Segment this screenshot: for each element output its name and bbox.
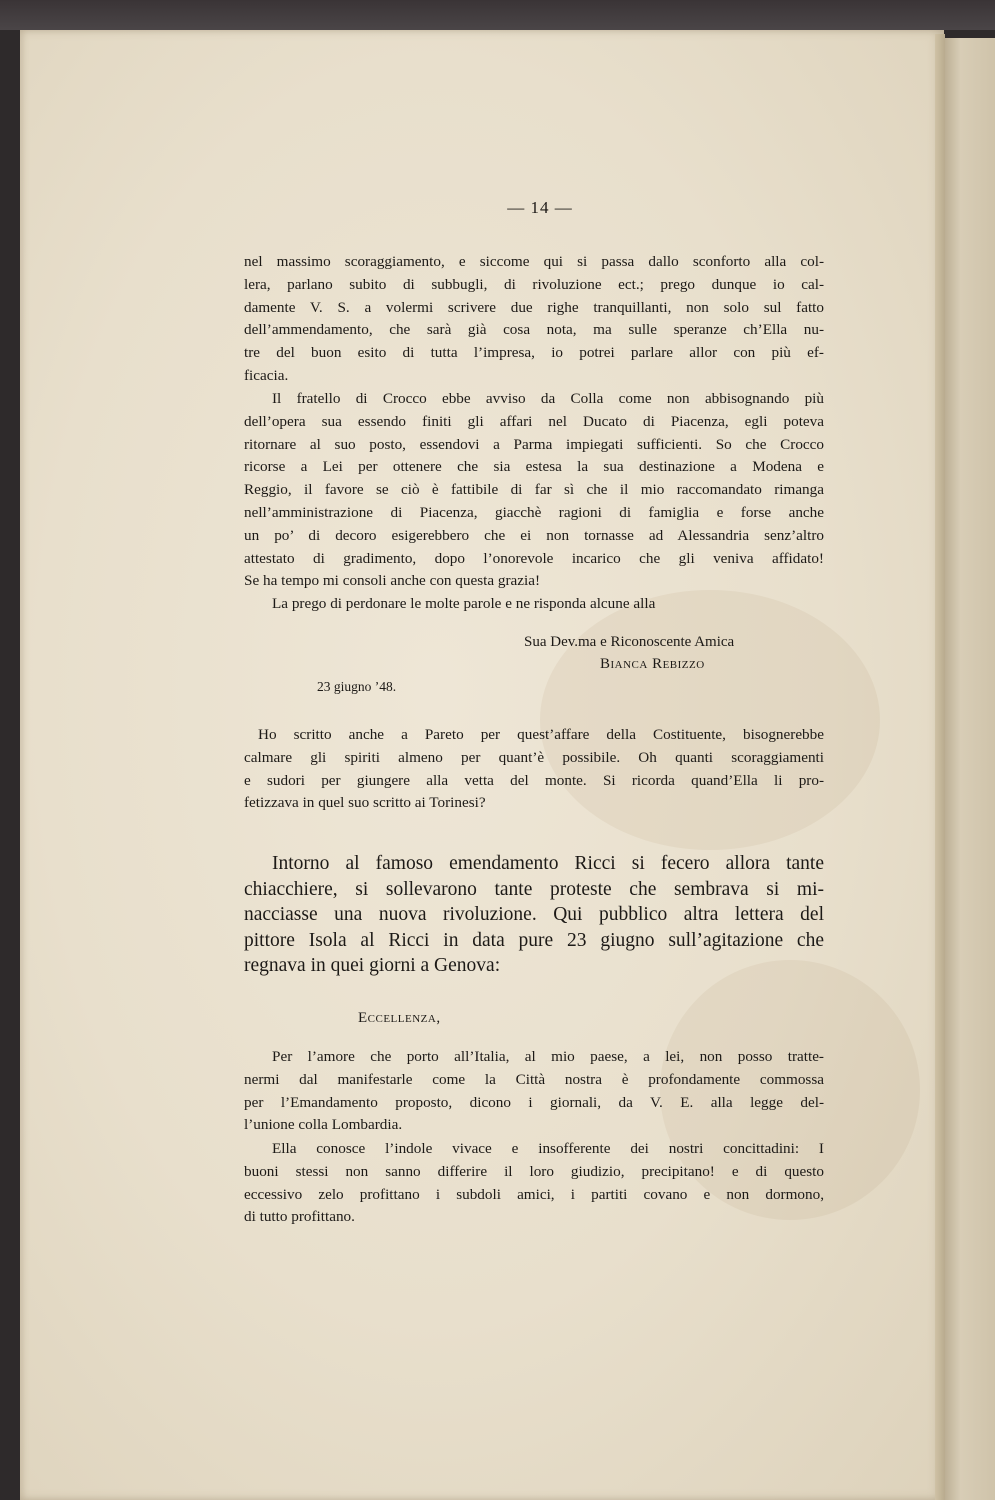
text-line: pittore Isola al Ricci in data pure 23 giugno sull’agitazione che xyxy=(244,929,824,951)
text-line: eccessivo zelo profittano i subdoli amici, i partiti covano e non dormono, xyxy=(244,1185,824,1203)
text-line: attestato di gradimento, dopo l’onorevole incarico che gli veniva affidato! xyxy=(244,549,824,567)
text-line: damente V. S. a volermi scrivere due righe tranquillanti, non solo sul fatto xyxy=(244,298,824,316)
text-line: ricorse a Lei per ottenere che sia estesa la sua destinazione a Modena e xyxy=(244,458,824,476)
letter1-paragraph-2 xyxy=(244,388,824,593)
text-line: nell’amministrazione di Piacenza, giacchè ragioni di famiglia e forse anche xyxy=(244,503,824,521)
letter-signature: Bianca Rebizzo xyxy=(600,656,705,672)
text-line: Ho scritto anche a Pareto per quest’affare della Costituente, bisognerebbe xyxy=(258,726,824,743)
letter1-paragraph-1 xyxy=(244,251,824,388)
text-line: nel massimo scoraggiamento, e siccome qui si passa dallo sconforto alla col- xyxy=(244,253,824,270)
facing-page-edge xyxy=(942,38,995,1500)
book-board-top xyxy=(0,0,995,30)
letter-closing: Sua Dev.ma e Riconoscente Amica xyxy=(524,634,735,650)
text-line: per l’Emandamento proposto, dicono i giornali, da V. E. alla legge del- xyxy=(244,1093,824,1111)
text-line: nacciasse una nuova rivoluzione. Qui pubblico altra lettera del xyxy=(244,904,824,925)
text-line: ficacia. xyxy=(244,366,289,384)
text-line: Per l’amore che porto all’Italia, al mio paese, a lei, non posso tratte- xyxy=(272,1048,824,1065)
commentary-paragraph xyxy=(244,851,824,979)
text-line: un po’ di decoro esigerebbero che ei non tornasse ad Alessandria senz’altro xyxy=(244,526,824,544)
text-line: regnava in quei giorni a Genova: xyxy=(244,955,501,976)
text-line: Ella conosce l’indole vivace e insofferente dei nostri concittadini: I xyxy=(272,1140,824,1157)
text-line: lera, parlano subito di subbugli, di rivoluzione ect.; prego dunque io cal- xyxy=(244,275,824,293)
text-line: dell’opera sua essendo finiti gli affari nel Ducato di Piacenza, egli poteva xyxy=(244,412,824,430)
page-fore-edge xyxy=(935,34,945,1500)
text-line: tre del buon esito di tutta l’impresa, io potrei parlare allor con più ef- xyxy=(244,344,824,362)
letter2-salutation: Eccellenza, xyxy=(358,1010,441,1026)
text-line: Intorno al famoso emendamento Ricci si fecero allora tante xyxy=(272,853,824,874)
letter2-paragraph-1 xyxy=(244,1046,824,1137)
letter1-paragraph-3 xyxy=(244,593,824,616)
text-line: buoni stessi non sanno differire il loro giudizio, precipitano! e di questo xyxy=(244,1162,824,1180)
text-line: fetizzava in quel suo scritto ai Torinesi? xyxy=(244,794,486,812)
text-line: Il fratello di Crocco ebbe avviso da Colla come non abbisognando più xyxy=(272,390,824,407)
text-line: La prego di perdonare le molte parole e ne risponda alcune alla xyxy=(272,595,656,612)
text-line: calmare gli spiriti almeno per quant’è possibile. Oh quanti scoraggiamenti xyxy=(244,748,824,766)
text-line: l’unione colla Lombardia. xyxy=(244,1116,403,1134)
letter-date: 23 giugno ’48. xyxy=(317,679,397,694)
text-line: nermi dal manifestarle come la Città nostra è profondamente commossa xyxy=(244,1070,824,1088)
letter1-postscript xyxy=(244,724,824,815)
text-line: di tutto profittano. xyxy=(244,1208,355,1226)
text-line: Reggio, il favore se ciò è fattibile di far sì che il mio raccomandato rimanga xyxy=(244,481,824,499)
letter2-paragraph-2 xyxy=(244,1138,824,1229)
page-number: — 14 — xyxy=(507,198,573,217)
text-line: dell’ammendamento, che sarà già cosa nota, ma sulle speranze ch’Ella nu- xyxy=(244,321,824,339)
text-line: Se ha tempo mi consoli anche con questa grazia! xyxy=(244,572,541,590)
text-line: chiacchiere, si sollevarono tante proteste che sembrava si mi- xyxy=(244,878,824,900)
text-line: e sudori per giungere alla vetta del monte. Si ricorda quand’Ella li pro- xyxy=(244,771,824,789)
text-line: ritornare al suo posto, essendovi a Parma impiegati sufficienti. So che Crocco xyxy=(244,435,824,453)
